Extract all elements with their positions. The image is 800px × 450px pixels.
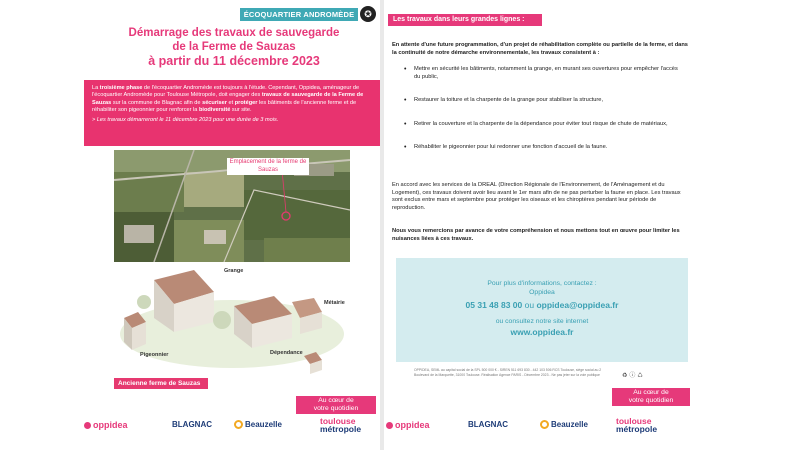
contact-email[interactable]: oppidea@oppidea.fr xyxy=(536,300,619,310)
contact-name: Oppidea xyxy=(529,288,555,296)
info-icon: ⓘ xyxy=(629,373,638,379)
oppidea-wordmark: oppidea xyxy=(93,420,128,430)
list-item: • Réhabiliter le pigeonnier pour lui redonner une fonction d'accueil de la faune. xyxy=(404,144,680,152)
intro-text: de l'écoquartier Andromède est toujours à l'étude. Cependant, Oppidea, aménageur de l'écoquartier Andromède pour Toulouse Métropole, doit engager des xyxy=(92,85,360,99)
farm-caption: Ancienne ferme de Sauzas xyxy=(114,378,208,389)
toulouse-metropole-logo xyxy=(320,417,361,433)
recycling-icons xyxy=(622,370,662,379)
intro-text: les bâtiments de l'ancienne ferme et de réhabiliter son pigeonnier pour renforcer la xyxy=(92,99,357,113)
page-title xyxy=(100,27,368,69)
tagline-line-1: Au cœur de xyxy=(318,397,354,404)
list-item: • Mettre en sécurité les bâtiments, notamment la grange, en murant ses ouvertures pour empêcher l'accès du public, xyxy=(404,66,680,81)
intro-text: sur site. xyxy=(230,106,252,113)
dreal-paragraph: En accord avec les services de la DREAL (Direction Régionale de l'Environnement, de l'Aménagement et du Logement), ces travaux doivent avoir lieu avant le 1er mars afin de ne pas perturber la faune en place. Les travaux sont exclus entre mars et septembre pour protéger les oiseaux et les chiroptères pendant leur période de reproduction. xyxy=(392,182,681,211)
partner-logos xyxy=(84,416,380,434)
thanks-paragraph: Nous vous remercions par avance de votre compréhension et nous mettons tout en œuvre pour limiter les nuisances liées à ces travaux. xyxy=(392,228,680,242)
oppidea-dot-icon xyxy=(84,422,91,429)
oppidea-logo xyxy=(84,416,128,434)
intro-emphasis: biodiversité xyxy=(198,106,231,113)
intro-text: sur la commune de Blagnac afin de xyxy=(111,99,203,106)
tagline-line-2: votre quotidien xyxy=(313,405,359,412)
recycle-icon: ♻ xyxy=(622,373,630,379)
tagline-line-1: Au cœur de xyxy=(633,389,669,396)
oppidea-wordmark: oppidea xyxy=(395,420,430,430)
legal-notice: OPPIDEA, SEML au capital social de la SPL 500 000 € - SIREN 511 693 830 - 442 103 506 RCS Toulouse, siège social au 2 Boulevard de la Marquette, 31000 Toulouse. Réalisation Agence PARIS - Décembre 2023 - Ne pas jeter sur la voie publique xyxy=(414,368,602,377)
label-grange: Grange xyxy=(224,268,244,274)
farm-location-label: Emplacement de la ferme de Sauzas xyxy=(227,158,309,175)
beauzelle-sun-icon xyxy=(540,420,549,429)
partner-logos xyxy=(384,416,680,434)
blagnac-logo xyxy=(172,416,212,434)
tagline-badge xyxy=(612,388,690,406)
website-link[interactable]: www.oppidea.fr xyxy=(510,326,574,337)
farm-illustration-image xyxy=(114,262,350,378)
list-item: • Restaurer la toiture et la charpente de la grange pour stabiliser la structure, xyxy=(404,97,680,105)
works-intro: En attente d'une future programmation, d'un projet de réhabilitation complète ou partielle de la ferme, et dans la continuité de notre démarche environnementale, les travaux consistent à : xyxy=(392,42,688,56)
toulouse-metropole-logo xyxy=(616,417,657,433)
triman-icon: ♺ xyxy=(637,373,645,379)
works-list xyxy=(404,66,680,168)
intro-emphasis: troisième phase xyxy=(99,85,143,91)
contact-box xyxy=(396,258,688,362)
section-header: Les travaux dans leurs grandes lignes : xyxy=(388,14,542,26)
contact-line xyxy=(396,300,688,310)
andromede-logo-icon: ✪ xyxy=(360,6,376,22)
title-line-2: de la Ferme de Sauzas xyxy=(172,40,296,53)
beauzelle-wordmark: Beauzelle xyxy=(551,420,588,429)
label-metairie: Métairie xyxy=(324,300,345,306)
toulouse-wordmark: toulouse xyxy=(616,416,652,426)
tagline-line-2: votre quotidien xyxy=(628,397,674,404)
intro-text: et xyxy=(226,99,235,106)
blagnac-logo xyxy=(468,416,508,434)
intro-box xyxy=(84,80,380,146)
intro-emphasis: travaux de sauvegarde de la Ferme de Sauzas xyxy=(92,92,364,106)
oppidea-logo xyxy=(386,416,430,434)
blagnac-wordmark: BLAGNAC xyxy=(468,420,508,429)
farm-illustration xyxy=(114,262,350,378)
beauzelle-wordmark: Beauzelle xyxy=(245,420,282,429)
website-lead: ou consultez notre site internet xyxy=(495,318,589,325)
oppidea-dot-icon xyxy=(386,422,393,429)
beauzelle-logo xyxy=(540,416,588,434)
intro-emphasis: protéger xyxy=(234,99,258,106)
label-pigeonnier: Pigeonnier xyxy=(140,352,169,358)
intro-emphasis: sécuriser xyxy=(202,99,227,106)
beauzelle-sun-icon xyxy=(234,420,243,429)
metropole-wordmark: métropole xyxy=(616,424,658,434)
contact-lead: Pour plus d'informations, contactez : xyxy=(487,280,597,287)
flyer-back-page xyxy=(384,0,692,450)
list-item: • Retirer la couverture et la charpente de la dépendance pour éviter tout risque de chute de matériaux, xyxy=(404,121,680,129)
title-line-1: Démarrage des travaux de sauvegarde xyxy=(128,27,340,39)
start-date-note: > Les travaux démarreront le 11 décembre 2023 pour une durée de 3 mois. xyxy=(92,117,279,124)
intro-text: La xyxy=(92,85,100,91)
ecoquartier-badge: ÉCOQUARTIER ANDROMÈDE xyxy=(240,8,358,21)
tagline-badge xyxy=(296,396,376,414)
contact-phone[interactable]: 05 31 48 83 00 xyxy=(465,300,523,310)
flyer-front-page xyxy=(84,0,380,450)
title-date: à partir du 11 décembre 2023 xyxy=(148,54,320,68)
blagnac-wordmark: BLAGNAC xyxy=(172,420,212,429)
beauzelle-logo xyxy=(234,416,282,434)
label-dependance: Dépendance xyxy=(270,350,303,356)
toulouse-wordmark: toulouse xyxy=(320,416,356,426)
metropole-wordmark: métropole xyxy=(320,424,362,434)
intro-paragraph xyxy=(92,85,370,114)
contact-or: ou xyxy=(524,300,535,310)
